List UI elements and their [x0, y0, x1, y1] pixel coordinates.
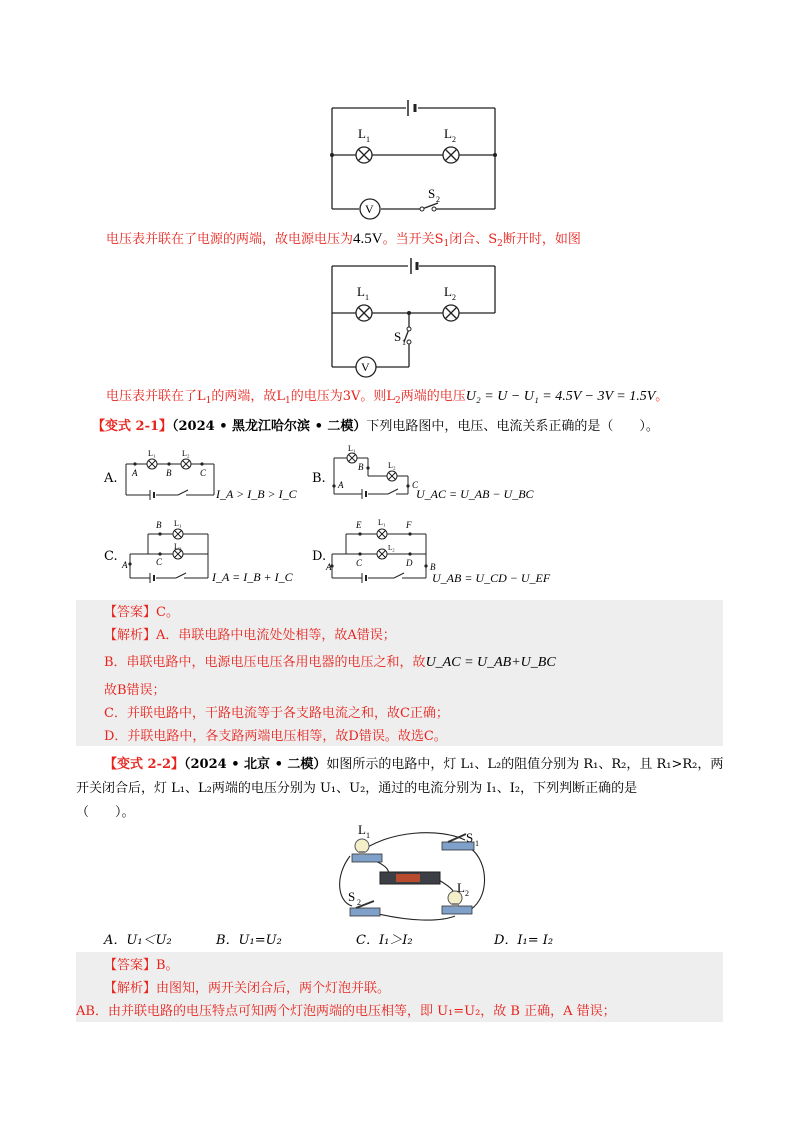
svg-text:L₁: L₁ — [348, 444, 356, 453]
circuit-figure-1 — [320, 92, 510, 222]
question-2-2-line-3: （ ）。 — [76, 805, 135, 820]
svg-text:L₂: L₂ — [174, 542, 182, 551]
analysis-2-1-line-4: C．并联电路中，干路电流等于各支路电流之和，故C正确； — [104, 706, 449, 721]
option-b-formula: U_AC = U_AB − U_BC — [416, 487, 534, 501]
explanation-line-1: 电压表并联在了电源的两端，故电源电压为4.5V。当开关$S_1$闭合、$S_2$断开时，如图 — [106, 231, 581, 249]
analysis-2-1-line-3: 故B错误； — [104, 683, 166, 698]
question-2-1: 【变式 2-1】（2024 • 黑龙江哈尔滨 • 二模）下列电路图中，电压、电流关系正确的是（ ）。 — [92, 419, 659, 434]
option-2-2-b: B．U₁=U₂ — [216, 933, 282, 948]
answer-2-1: 【答案】C。 — [104, 605, 179, 620]
svg-text:A: A — [122, 560, 128, 570]
option-a-label: A. — [104, 471, 118, 486]
svg-text:2: 2 — [452, 293, 456, 302]
fig2-voltmeter-label: V — [361, 360, 370, 374]
physical-circuit-figure — [330, 822, 492, 926]
svg-text:C: C — [156, 557, 163, 567]
option-2-2-c: C．I₁＞I₂ — [356, 933, 413, 948]
option-c-circuit — [120, 518, 300, 588]
fig3-s1-label: S — [466, 830, 474, 845]
analysis-2-2-line-1: 【解析】由图知，两开关闭合后，两个灯泡并联。 — [104, 981, 391, 996]
analysis-2-1-line-1: 【解析】A．串联电路中电流处处相等，故A错误； — [104, 628, 396, 643]
option-d-circuit — [326, 516, 551, 588]
svg-text:B: B — [156, 520, 162, 530]
svg-text:E: E — [356, 520, 362, 530]
option-a-circuit — [120, 450, 300, 506]
svg-text:B: B — [358, 462, 364, 472]
explanation-line-2: 电压表并联在了$L_1$的两端，故$L_1$的电压为3V。则$L_2$两端的电压U₂ = U − U₁ = 4.5V − 3V = 1.5V。 — [106, 389, 669, 406]
svg-text:L₂: L₂ — [388, 461, 396, 470]
svg-text:F: F — [406, 520, 412, 530]
svg-text:L₁: L₁ — [148, 449, 156, 458]
svg-text:2: 2 — [357, 898, 361, 907]
svg-text:L₂: L₂ — [182, 449, 190, 458]
question-2-2-line-1: 【变式 2-2】（2024 • 北京 • 二模）如图所示的电路中，灯 L₁、L₂的阻值分别为 R₁、R₂，且 R₁>R₂，两 — [104, 757, 724, 772]
fig2-s1-label: S — [394, 329, 402, 344]
svg-text:1: 1 — [402, 338, 406, 347]
svg-text:A: A — [326, 562, 332, 572]
svg-text:1: 1 — [366, 831, 370, 840]
fig1-l2-label: L — [444, 126, 452, 141]
analysis-2-1-line-5: D．并联电路中，各支路两端电压相等，故D错误。故选C。 — [104, 729, 447, 744]
svg-text:A: A — [338, 480, 344, 490]
option-d-label: D. — [312, 549, 327, 564]
svg-text:B: B — [430, 562, 436, 572]
svg-text:1: 1 — [365, 293, 369, 302]
fig1-s2-label: S — [428, 186, 436, 201]
svg-text:C: C — [412, 480, 419, 490]
fig2-l2-label: L — [444, 284, 452, 299]
fig3-l1-label: L — [358, 822, 366, 837]
option-2-2-a: A．U₁＜U₂ — [104, 933, 172, 948]
fig3-s2-label: S — [348, 889, 356, 904]
option-2-2-d: D．I₁= I₂ — [494, 933, 554, 948]
fig1-l1-label: L — [358, 126, 366, 141]
svg-text:B: B — [166, 468, 172, 478]
question-2-2-line-2: 开关闭合后，灯 L₁、L₂两端的电压分别为 U₁、U₂，通过的电流分别为 I₁、I₂，下列判断正确的是 — [76, 781, 638, 796]
analysis-2-2-line-2: AB．由并联电路的电压特点可知两个灯泡两端的电压相等，即 U₁=U₂，故 B 正确，A 错误； — [76, 1004, 616, 1019]
option-c-formula: I_A = I_B + I_C — [212, 570, 293, 584]
svg-text:2: 2 — [465, 889, 469, 898]
fig1-voltmeter-label: V — [365, 202, 374, 216]
answer-2-2: 【答案】B。 — [104, 958, 179, 973]
fig2-l1-label: L — [357, 284, 365, 299]
option-c-label: C. — [104, 549, 118, 564]
svg-text:D: D — [406, 558, 413, 568]
svg-text:1: 1 — [366, 135, 370, 144]
svg-text:A: A — [132, 468, 138, 478]
option-a-formula: I_A > I_B > I_C — [216, 487, 297, 501]
circuit-figure-2 — [320, 252, 510, 382]
option-d-formula: U_AB = U_CD − U_EF — [432, 571, 551, 585]
svg-text:L₂: L₂ — [388, 544, 395, 552]
svg-text:L₁: L₁ — [378, 518, 386, 527]
option-b-circuit — [328, 444, 534, 506]
svg-text:L₁: L₁ — [174, 519, 182, 528]
svg-text:C: C — [200, 468, 207, 478]
svg-text:C: C — [356, 558, 363, 568]
option-b-label: B. — [312, 471, 326, 486]
svg-text:2: 2 — [452, 135, 456, 144]
analysis-2-1-line-2: B．串联电路中，电源电压电压各用电器的电压之和，故U_AC = U_AB+U_BC — [104, 655, 556, 670]
svg-text:1: 1 — [475, 839, 479, 848]
svg-text:2: 2 — [436, 195, 440, 204]
fig3-l2-label: L — [457, 880, 465, 895]
